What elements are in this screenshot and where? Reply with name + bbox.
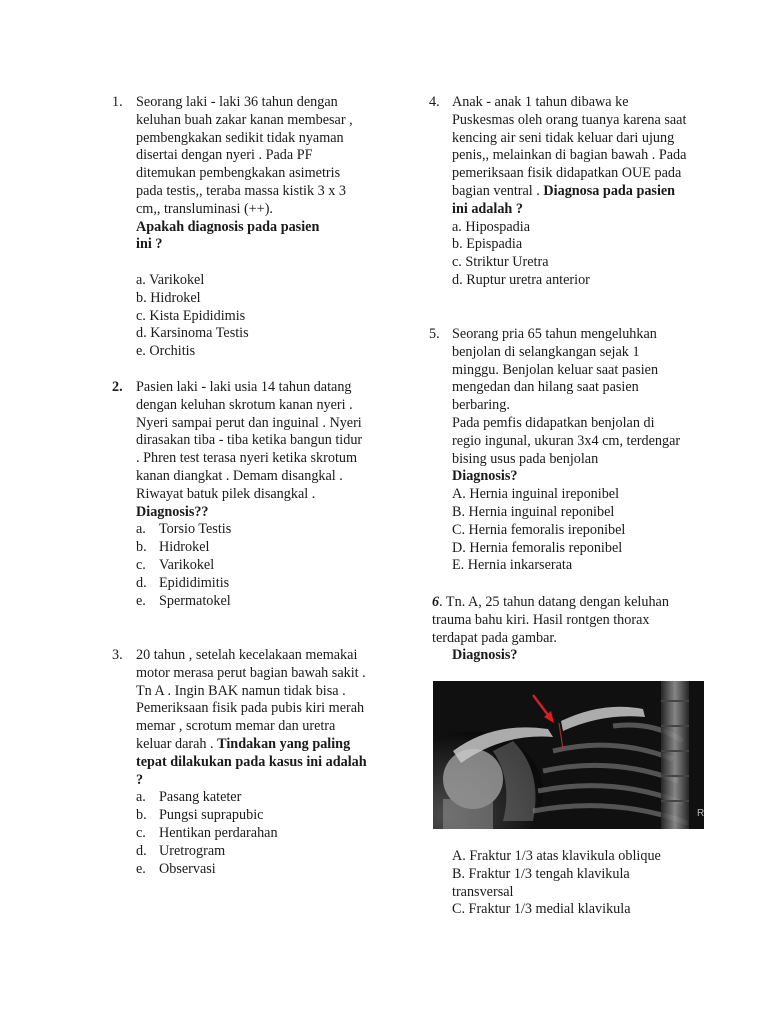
option-c: C. Fraktur 1/3 medial klavikula (452, 901, 631, 918)
question-prompt: Diagnosis? (452, 468, 518, 485)
question-text: 6. Tn. A, 25 tahun datang dengan keluhan trauma bahu kiri. Hasil rontgen thorax terdapat pada gambar. (432, 594, 669, 646)
option-b: b. Epispadia (452, 236, 523, 253)
option-e: e. Observasi (136, 860, 216, 877)
option-a: a. Pasang kateter (136, 789, 242, 806)
corner-mark: R (697, 808, 704, 819)
question-prompt: Diagnosis?? (136, 503, 209, 520)
question-6-options (452, 848, 692, 919)
option-c: c. Hentikan perdarahan (136, 824, 278, 841)
xray-image (433, 681, 704, 829)
question-5 (429, 326, 684, 575)
question-3 (112, 647, 367, 878)
question-1 (112, 94, 362, 361)
option-a: A. Fraktur 1/3 atas klavikula oblique (452, 848, 661, 864)
option-e: e. Orchitis (136, 343, 196, 360)
question-text: Anak - anak 1 tahun dibawa ke Puskesmas oleh orang tuanya karena saat kencing air seni tidak keluar dari ujung penis,, melainkan di bagian bawah . Pada pemeriksaan fisik didapatkan OUE pada bagian ventral . Diagnosa pada pasien ini adalah ? (452, 94, 687, 217)
option-a: a. Hipospadia (452, 218, 531, 235)
question-4 (429, 94, 687, 290)
option-e: E. Hernia inkarserata (452, 557, 573, 574)
question-text: Seorang laki - laki 36 tahun dengan keluhan buah zakar kanan membesar , pembengkakan sedikit tidak nyaman disertai dengan nyeri . Pada PF ditemukan pembengkakan asimetris pada testis,, teraba massa kistik 3 x 3 cm,, transluminasi (++). (136, 94, 353, 217)
question-number: 2. (112, 379, 123, 395)
question-number: 1. (112, 94, 123, 110)
question-number: 3. (112, 647, 123, 663)
option-b: b. Hidrokel (136, 539, 210, 556)
question-prompt: Diagnosis? (452, 647, 518, 664)
option-c: c. Kista Epididimis (136, 307, 246, 324)
option-b: b. Hidrokel (136, 289, 201, 306)
option-c: c. Striktur Uretra (452, 254, 549, 271)
option-d: d. Karsinoma Testis (136, 325, 249, 342)
question-2 (112, 379, 367, 610)
option-d: D. Hernia femoralis reponibel (452, 539, 623, 556)
option-a: a. Torsio Testis (136, 521, 232, 538)
option-e: e. Spermatokel (136, 592, 231, 609)
question-number: 5. (429, 326, 440, 342)
option-b: b. Pungsi suprapubic (136, 807, 264, 824)
question-number: 4. (429, 94, 440, 110)
option-d: d. Uretrogram (136, 842, 226, 859)
question-prompt: Diagnosa pada pasien ini adalah ? (452, 182, 676, 217)
option-b: B. Fraktur 1/3 tengah klavikula transversal (452, 865, 630, 900)
option-c: c. Varikokel (136, 556, 215, 573)
question-prompt: Tindakan yang paling tepat dilakukan pada kasus ini adalah ? (136, 735, 367, 788)
question-text: 20 tahun , setelah kecelakaan memakai motor merasa perut bagian bawah sakit . Tn A . Ingin BAK namun tidak bisa . Pemeriksaan fisik pada pubis kiri merah memar , scrotum memar dan uretra keluar darah . Tindakan yang paling tepat dilakukan pada kasus ini adalah ? (136, 647, 367, 788)
question-6 (432, 594, 692, 665)
question-text: Seorang pria 65 tahun mengeluhkan benjolan di selangkangan sejak 1 minggu. Benjolan keluar saat pasien mengedan dan hilang saat pasien berbaring. (452, 326, 659, 414)
option-a: A. Hernia inguinal ireponibel (452, 486, 620, 503)
question-text-2: Pada pemfis didapatkan benjolan di regio ingunal, ukuran 3x4 cm, terdengar bising usus pada benjolan (452, 414, 681, 467)
option-d: d. Epididimitis (136, 574, 230, 591)
option-d: d. Ruptur uretra anterior (452, 271, 590, 288)
question-prompt: Apakah diagnosis pada pasien ini ? (136, 218, 320, 253)
option-c: C. Hernia femoralis ireponibel (452, 521, 626, 538)
question-text: Pasien laki - laki usia 14 tahun datang dengan keluhan skrotum kanan nyeri . Nyeri sampai perut dan inguinal . Nyeri dirasakan tiba - tiba ketika bangun tidur . Phren test terasa nyeri ketika skrotum kanan diangkat . Demam disangkal . Riwayat batuk pilek disangkal . (136, 379, 363, 502)
spine (661, 681, 689, 829)
option-a: a. Varikokel (136, 271, 205, 288)
xray-illustration (433, 681, 704, 829)
question-number: 6 (432, 594, 440, 610)
option-b: B. Hernia inguinal reponibel (452, 503, 615, 520)
